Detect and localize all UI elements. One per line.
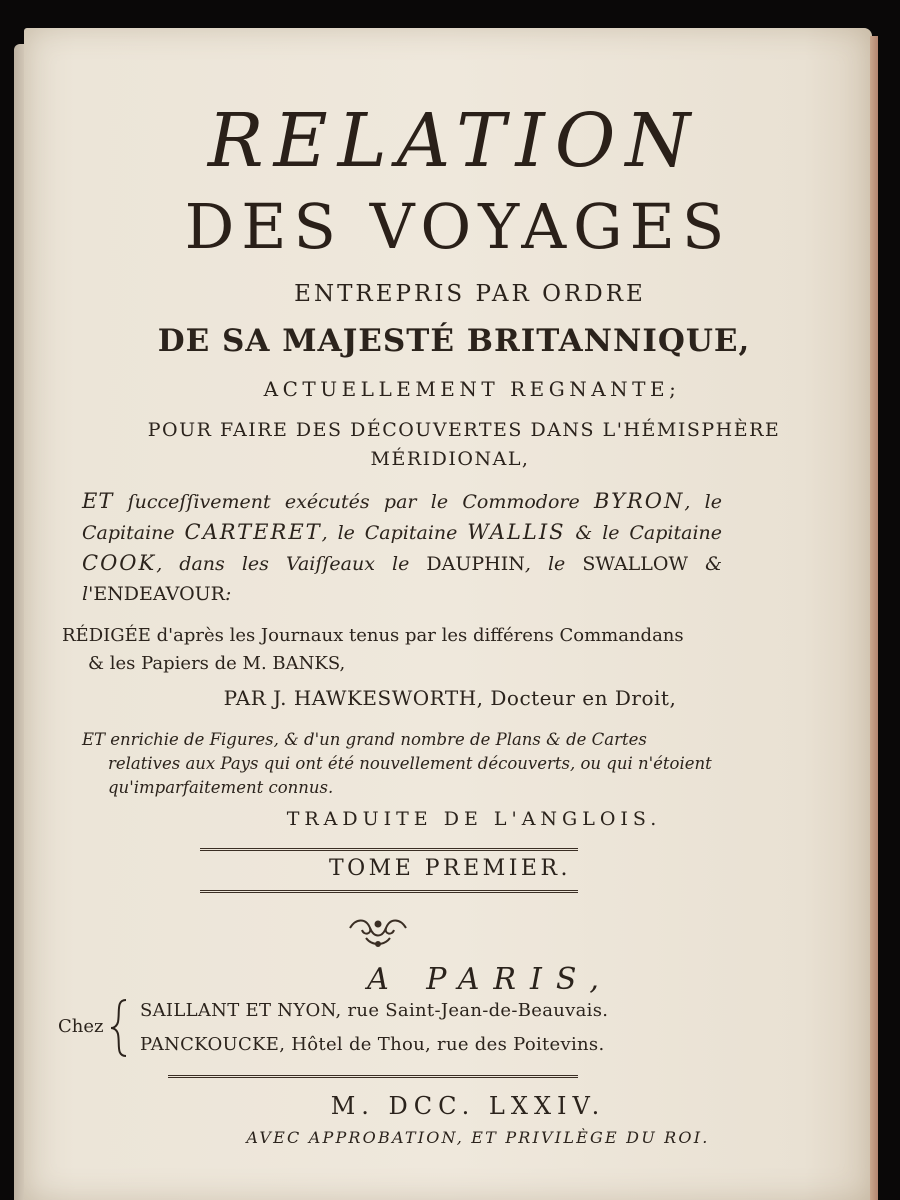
curly-brace-icon bbox=[108, 998, 130, 1058]
para-text-1: ſucceſſivement exécutés par le Commodore bbox=[113, 491, 595, 513]
ship-swallow: SWALLOW bbox=[582, 553, 689, 575]
paragraph-redigee bbox=[62, 622, 742, 678]
rule-above-tome bbox=[200, 848, 578, 851]
line-hawkesworth: PAR J. HAWKESWORTH, Docteur en Droit, bbox=[223, 686, 677, 710]
imprint-saillant-nyon: SAILLANT ET NYON, rue Saint-Jean-de-Beauvais. bbox=[140, 1000, 609, 1021]
title-relation: RELATION bbox=[207, 98, 701, 184]
rule-below-tome bbox=[200, 890, 578, 893]
word-redigee: RÉDIGÉE bbox=[62, 625, 151, 646]
line-approbation: AVEC APPROBATION, ET PRIVILÈGE DU ROI. bbox=[246, 1128, 710, 1147]
imprint-panckoucke: PANCKOUCKE, Hôtel de Thou, rue des Poitevins. bbox=[140, 1034, 605, 1055]
line-date: M. DCC. LXXIV. bbox=[330, 1092, 606, 1120]
para-text-4: & le Capitaine bbox=[565, 522, 723, 544]
enrichie-line-2: relatives aux Pays qui ont été nouvellement découverts, ou qui n'étoient bbox=[108, 754, 712, 773]
name-cook: COOK bbox=[82, 551, 157, 575]
para-text-7: & l' bbox=[82, 553, 723, 605]
line-a-paris: A PARIS, bbox=[367, 962, 613, 997]
redigee-text-2: & les Papiers de M. BANKS, bbox=[88, 653, 346, 674]
paragraph-enrichie bbox=[82, 728, 722, 800]
title-des-voyages: DES VOYAGES bbox=[184, 190, 732, 263]
enrichie-line-1: ET enrichie de Figures, & d'un grand nombre de Plans & de Cartes bbox=[82, 730, 647, 749]
floral-vignette-icon bbox=[346, 914, 410, 950]
word-chez: Chez bbox=[58, 1016, 104, 1037]
para-text-5: , dans les Vaiſſeaux le bbox=[156, 553, 427, 575]
line-traduite: TRADUITE DE L'ANGLOIS. bbox=[286, 808, 662, 830]
name-carteret: CARTERET bbox=[184, 520, 322, 544]
paragraph-successivement bbox=[82, 486, 722, 609]
enrichie-line-3: qu'imparfaitement connus. bbox=[108, 778, 334, 797]
ship-dauphin: DAUPHIN bbox=[426, 553, 525, 575]
para-text-2: , le Capitaine bbox=[82, 491, 722, 544]
name-byron: BYRON bbox=[594, 489, 685, 513]
redigee-text-1: d'après les Journaux tenus par les différens Commandans bbox=[150, 625, 684, 646]
word-et: ET bbox=[82, 489, 114, 513]
name-wallis: WALLIS bbox=[467, 520, 566, 544]
para-text-6: , le bbox=[524, 553, 583, 575]
line-majeste: DE SA MAJESTÉ BRITANNIQUE, bbox=[157, 323, 751, 359]
line-tome-premier: TOME PREMIER. bbox=[328, 856, 572, 881]
ship-endeavour: ENDEAVOUR bbox=[93, 583, 225, 605]
line-meridional: MÉRIDIONAL, bbox=[370, 448, 530, 470]
line-entrepris: ENTREPRIS PAR ORDRE bbox=[294, 281, 646, 307]
line-actuellement: ACTUELLEMENT REGNANTE; bbox=[263, 377, 681, 401]
rule-above-date bbox=[168, 1075, 578, 1078]
line-pour-faire: POUR FAIRE DES DÉCOUVERTES DANS L'HÉMISPHÈRE bbox=[147, 419, 781, 441]
para-text-8: : bbox=[224, 583, 232, 605]
para-text-3: , le Capitaine bbox=[321, 522, 468, 544]
